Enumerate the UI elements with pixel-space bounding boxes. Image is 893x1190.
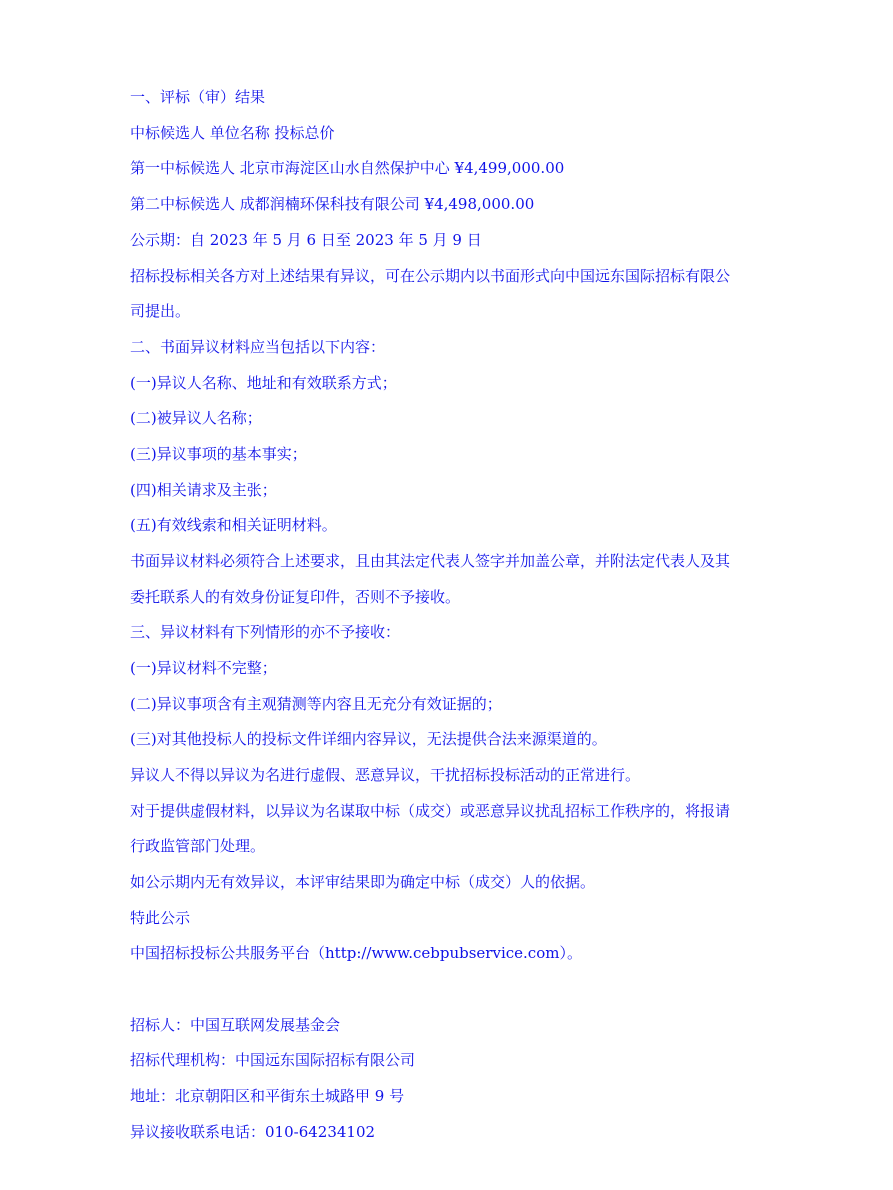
objection-notice-line-2: 司提出。 [130, 302, 191, 320]
requirement-item-3: (三)异议事项的基本事实； [130, 445, 307, 463]
requirement-item-5: (五)有效线索和相关证明材料。 [130, 516, 337, 534]
address-info: 地址：北京朝阳区和平街东土城路甲 9 号 [130, 1087, 405, 1105]
signature-requirement-line-1: 书面异议材料必须符合上述要求，且由其法定代表人签字并加盖公章，并附法定代表人及其 [130, 552, 731, 570]
section-2-heading: 二、书面异议材料应当包括以下内容： [130, 338, 386, 356]
penalty-notice-line-1: 对于提供虚假材料，以异议为名谋取中标（成交）或恶意异议扰乱招标工作秩序的，将报请 [130, 802, 731, 820]
signature-requirement-line-2: 委托联系人的有效身份证复印件，否则不予接收。 [130, 588, 461, 606]
objection-notice-line-1: 招标投标相关各方对上述结果有异议，可在公示期内以书面形式向中国远东国际招标有限公 [130, 267, 731, 285]
first-candidate-row: 第一中标候选人 北京市海淀区山水自然保护中心 ¥4,499,000.00 [130, 159, 565, 177]
section-3-heading: 三、异议材料有下列情形的亦不予接收： [130, 623, 401, 641]
contact-phone: 异议接收联系电话：010-64234102 [130, 1123, 376, 1141]
table-header-row: 中标候选人 单位名称 投标总价 [130, 124, 335, 142]
rejection-item-1: (一)异议材料不完整； [130, 659, 277, 677]
rejection-item-2: (二)异议事项含有主观猜测等内容且无充分有效证据的； [130, 695, 502, 713]
requirement-item-1: (一)异议人名称、地址和有效联系方式； [130, 374, 397, 392]
final-result-statement: 如公示期内无有效异议，本评审结果即为确定中标（成交）人的依据。 [130, 873, 596, 891]
platform-reference: 中国招标投标公共服务平台（http://www.cebpubservice.com）。 [130, 944, 582, 962]
false-objection-warning: 异议人不得以异议为名进行虚假、恶意异议，干扰招标投标活动的正常进行。 [130, 766, 641, 784]
requirement-item-4: (四)相关请求及主张； [130, 481, 277, 499]
rejection-item-3: (三)对其他投标人的投标文件详细内容异议，无法提供合法来源渠道的。 [130, 730, 607, 748]
second-candidate-row: 第二中标候选人 成都润楠环保科技有限公司 ¥4,498,000.00 [130, 195, 535, 213]
notice-closing: 特此公示 [130, 909, 191, 927]
requirement-item-2: (二)被异议人名称； [130, 409, 262, 427]
penalty-notice-line-2: 行政监管部门处理。 [130, 837, 266, 855]
agency-info: 招标代理机构：中国远东国际招标有限公司 [130, 1051, 416, 1069]
publicity-period: 公示期：自 2023 年 5 月 6 日至 2023 年 5 月 9 日 [130, 231, 482, 249]
tenderer-info: 招标人：中国互联网发展基金会 [130, 1016, 341, 1034]
section-1-heading: 一、评标（审）结果 [130, 88, 266, 106]
